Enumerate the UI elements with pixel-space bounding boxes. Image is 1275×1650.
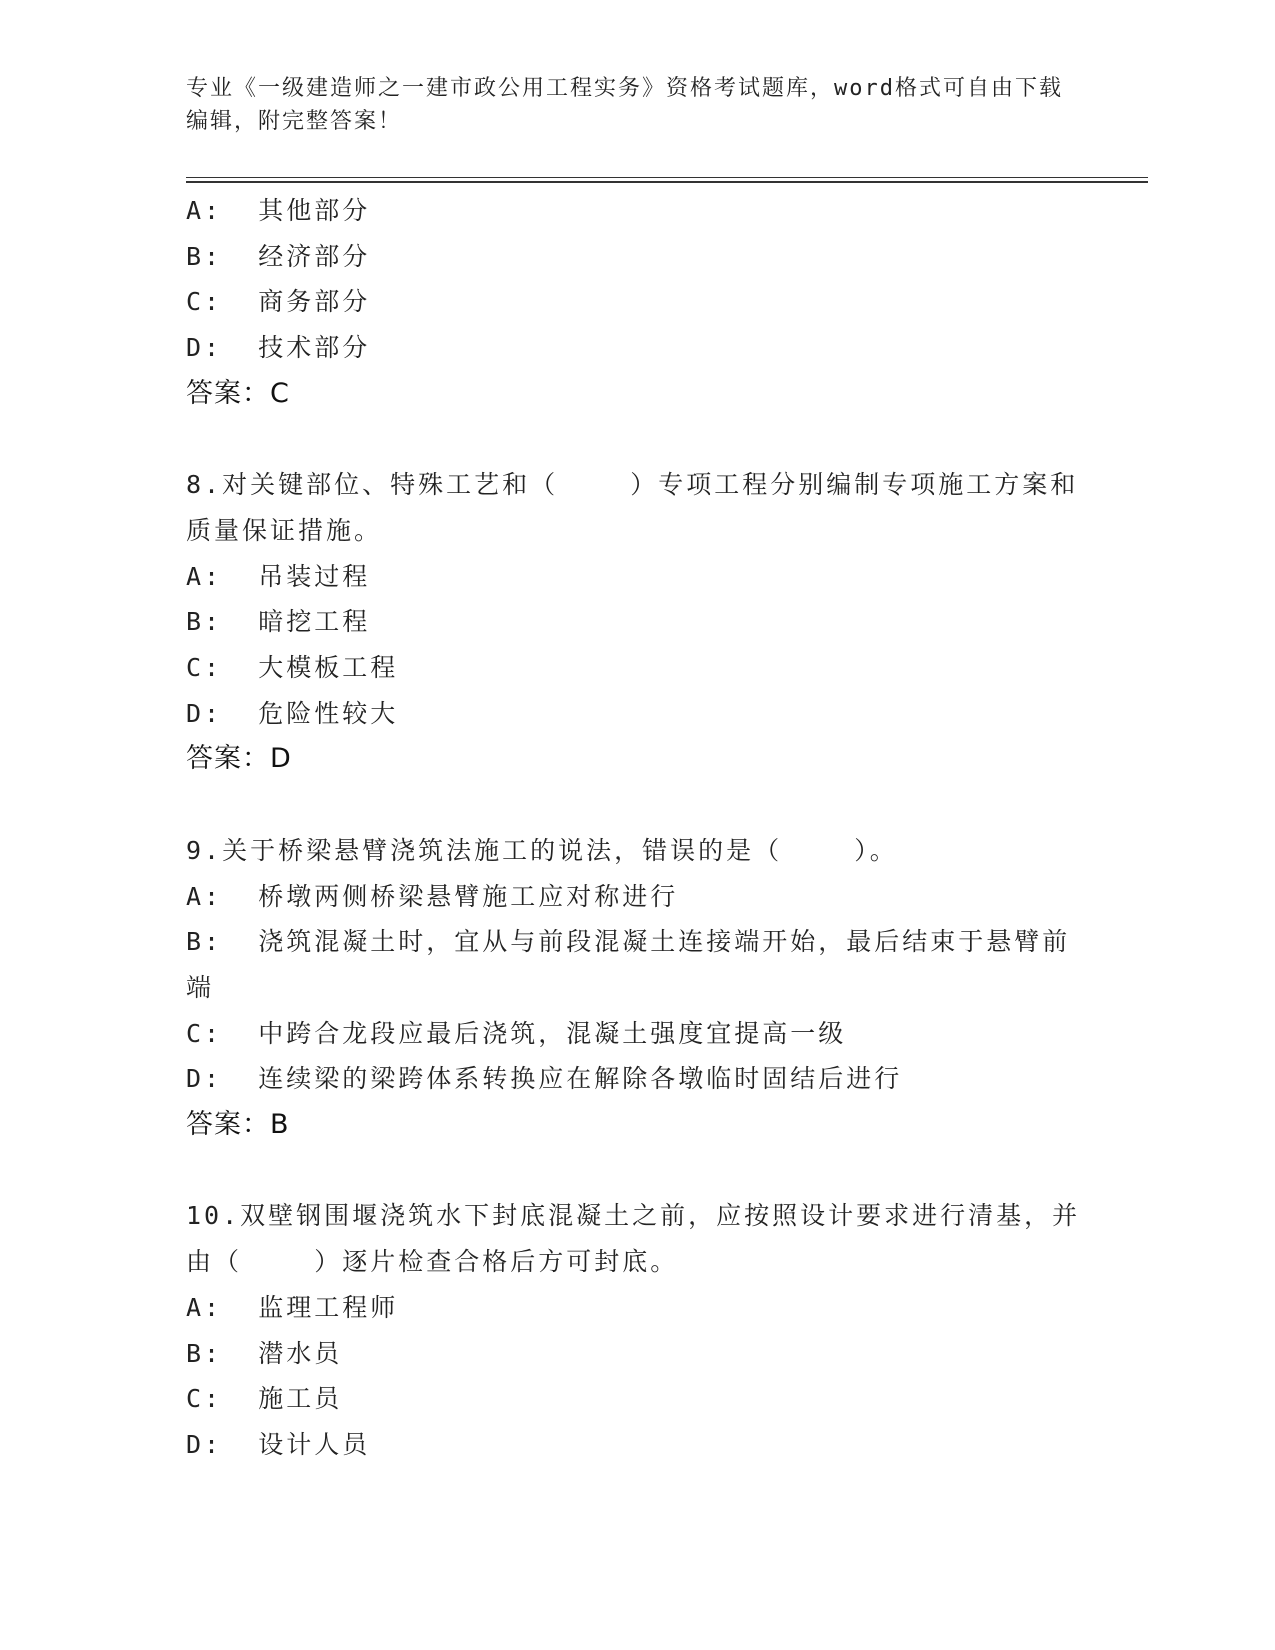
question-list — [186, 188, 1086, 1468]
option-a: A: 吊装过程 — [186, 561, 371, 591]
answer-line: 答案：D — [186, 743, 292, 775]
question-block — [186, 828, 1086, 1148]
option-b: B: 浇筑混凝土时，宜从与前段混凝土连接端开始，最后结束于悬臂前端 — [186, 927, 1071, 1002]
option-a: A: 桥墩两侧桥梁悬臂施工应对称进行 — [186, 881, 679, 911]
document-header: 专业《一级建造师之一建市政公用工程实务》资格考试题库，word格式可自由下载编辑，附完整答案！ — [186, 76, 1063, 134]
option-a: A: 监理工程师 — [186, 1292, 399, 1322]
option-d: D: 危险性较大 — [186, 698, 399, 728]
header-rule-thin — [186, 177, 1148, 178]
question-block — [186, 1193, 1086, 1467]
option-b: B: 经济部分 — [186, 241, 371, 271]
question-block — [186, 188, 1086, 417]
option-d: D: 连续梁的梁跨体系转换应在解除各墩临时固结后进行 — [186, 1064, 903, 1094]
question-block — [186, 462, 1086, 782]
spacer — [186, 782, 1086, 828]
header-rule-thick — [186, 181, 1148, 183]
spacer — [186, 417, 1086, 463]
spacer — [186, 1148, 1086, 1194]
option-b: B: 暗挖工程 — [186, 607, 371, 637]
option-a: A: 其他部分 — [186, 196, 371, 225]
option-c: C: 施工员 — [186, 1384, 343, 1414]
option-b: B: 潜水员 — [186, 1338, 343, 1368]
option-d: D: 设计人员 — [186, 1429, 371, 1459]
answer-line: 答案：C — [186, 377, 290, 409]
question-text: 10.双壁钢围堰浇筑水下封底混凝土之前，应按照设计要求进行清基，并由（ ）逐片检查合格后方可封底。 — [186, 1201, 1081, 1277]
question-text: 8.对关键部位、特殊工艺和（ ）专项工程分别编制专项施工方案和质量保证措施。 — [186, 470, 1079, 545]
question-text: 9.关于桥梁悬臂浇筑法施工的说法，错误的是（ ）。 — [186, 835, 898, 865]
answer-line: 答案：B — [186, 1109, 290, 1141]
option-c: C: 大模板工程 — [186, 653, 399, 683]
option-d: D: 技术部分 — [186, 333, 371, 363]
option-c: C: 中跨合龙段应最后浇筑，混凝土强度宜提高一级 — [186, 1018, 847, 1048]
option-c: C: 商务部分 — [186, 287, 371, 317]
